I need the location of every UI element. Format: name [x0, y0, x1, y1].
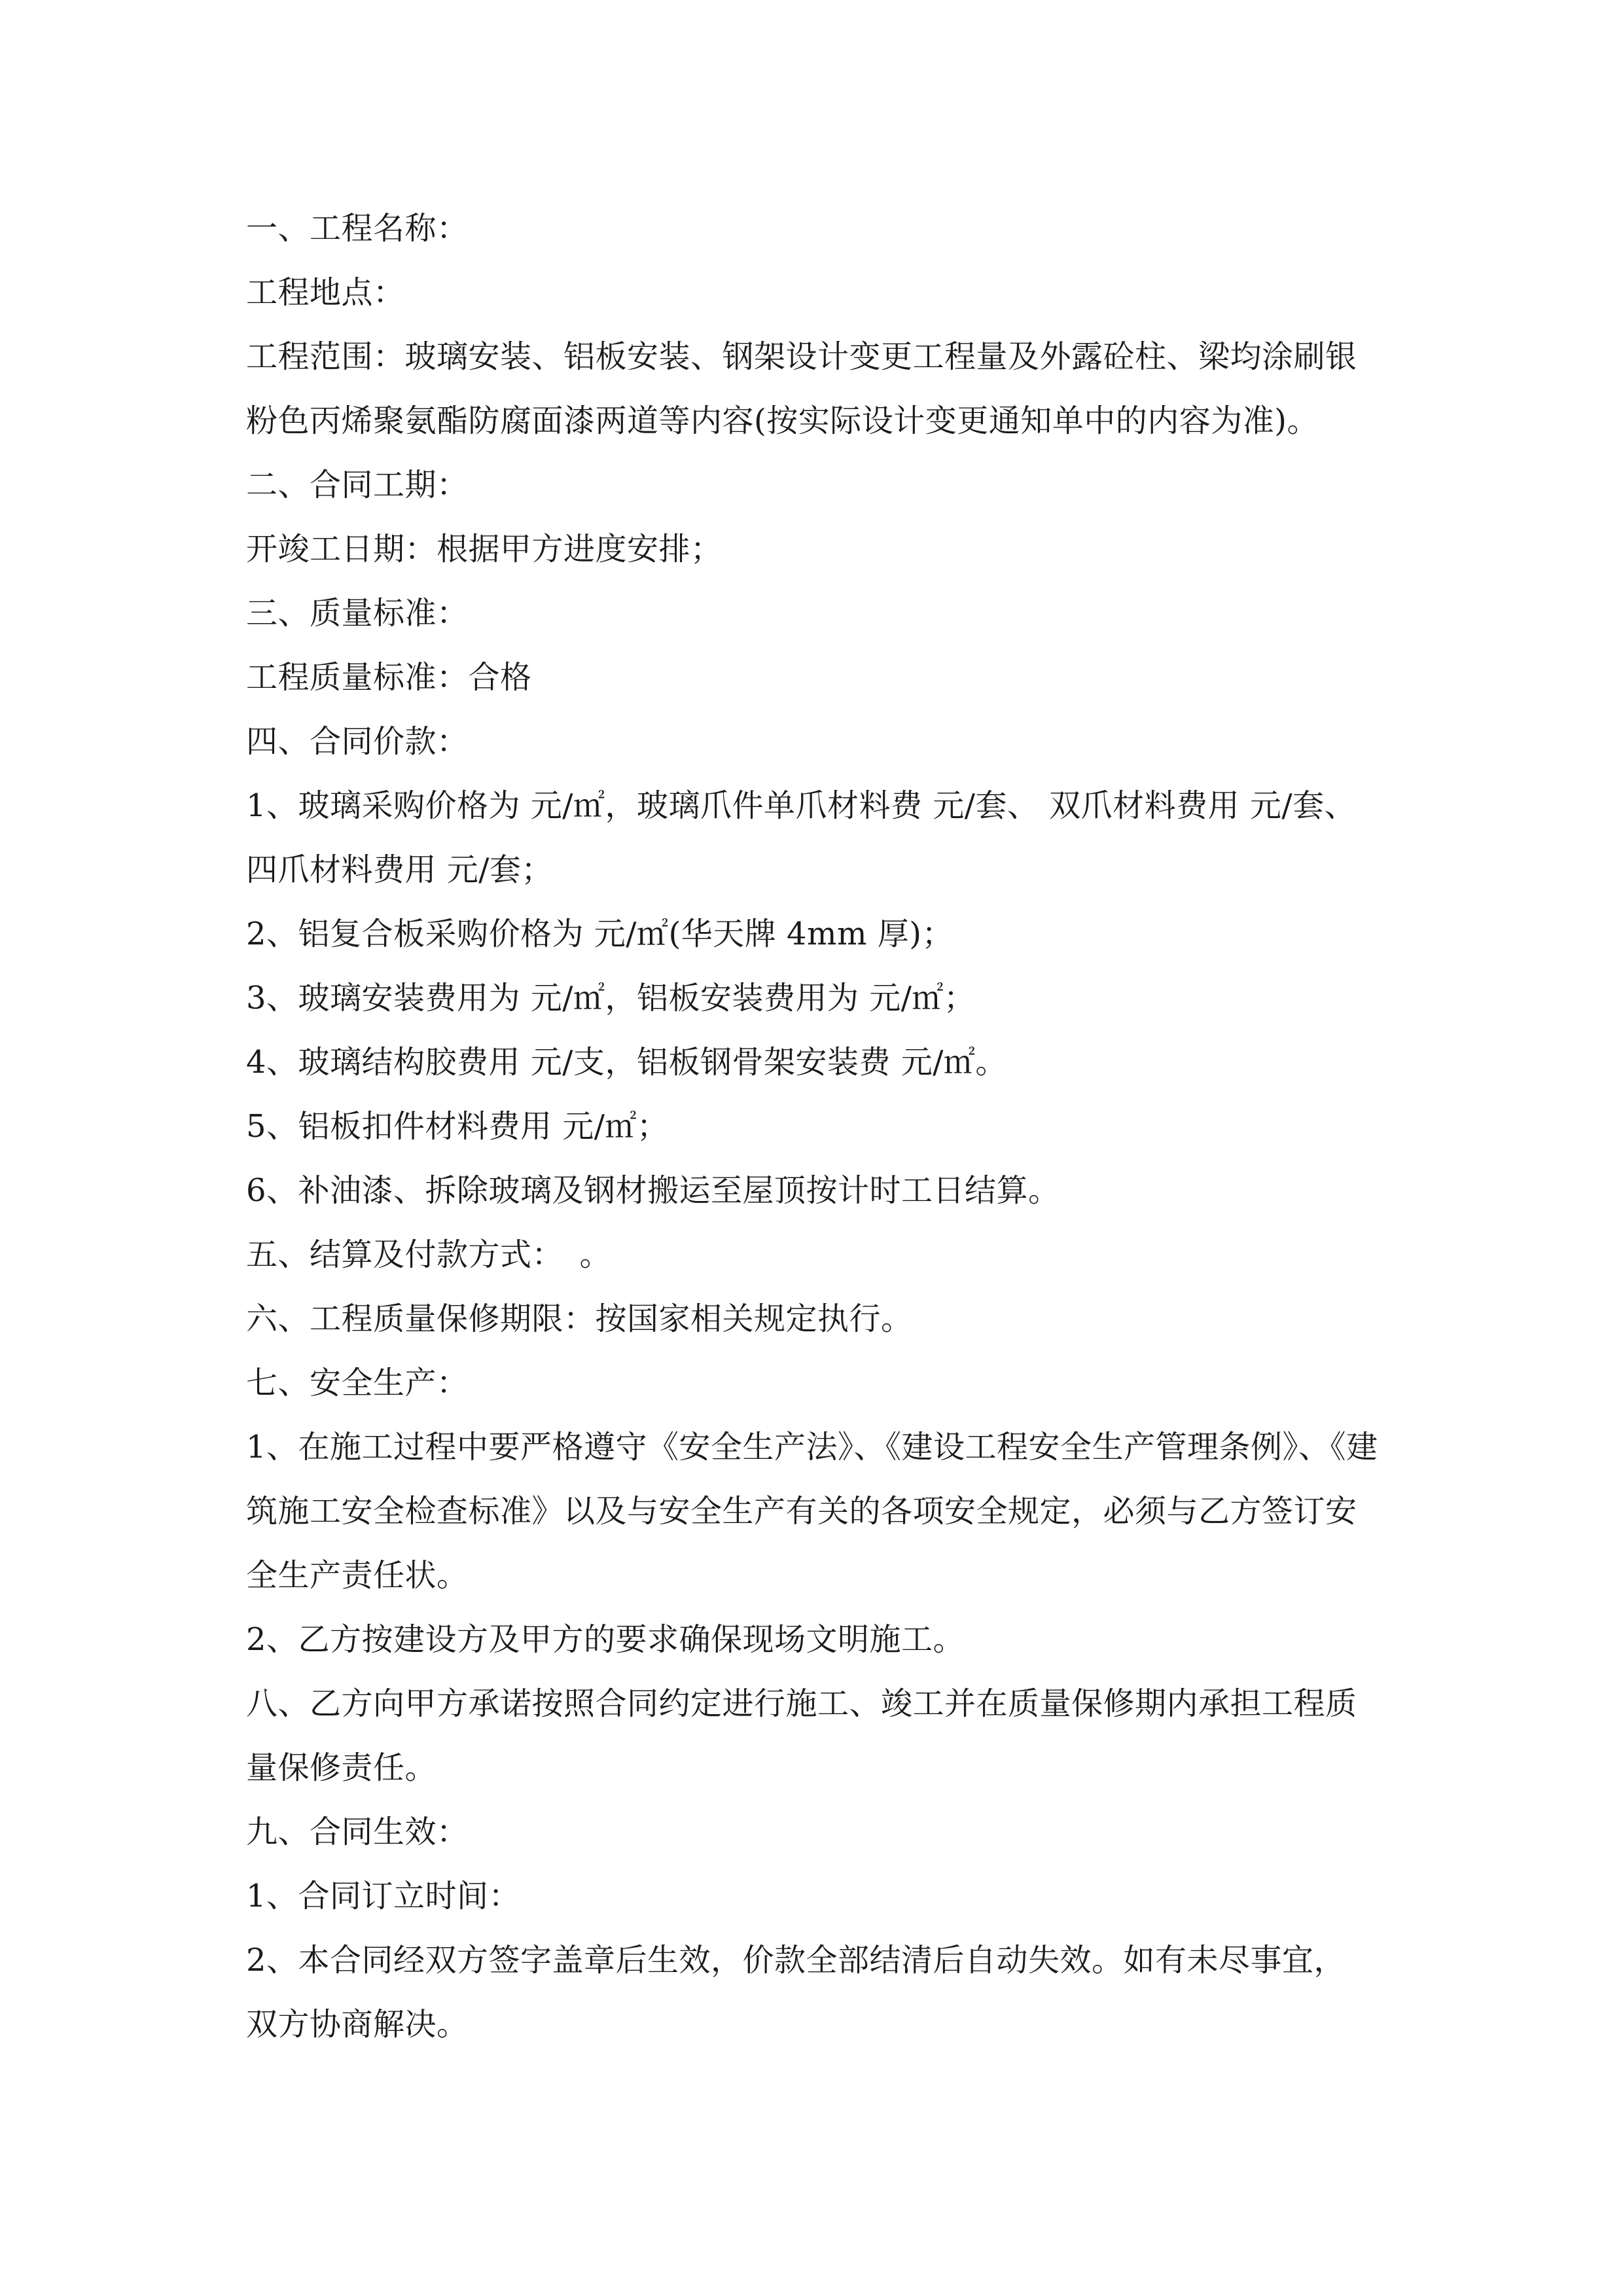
price-item-1-line-2: 四爪材料费用 元/套； [246, 852, 553, 888]
start-completion-date: 开竣工日期：根据甲方进度安排； [246, 531, 722, 567]
price-item-2: 2、铝复合板采购价格为 元/㎡(华天牌 4mm 厚)； [246, 916, 954, 952]
project-scope-line-2: 粉色丙烯聚氨酯防腐面漆两道等内容(按实际设计变更通知单中的内容为准)。 [246, 403, 1319, 439]
price-item-4: 4、玻璃结构胶费用 元/支，铝板钢骨架安装费 元/㎡。 [246, 1044, 1007, 1081]
section-heading-safety: 七、安全生产： [246, 1365, 469, 1401]
project-scope-line-1: 工程范围：玻璃安装、铝板安装、钢架设计变更工程量及外露砼柱、梁均涂刷银 [246, 338, 1357, 375]
section-heading-contract-period: 二、合同工期： [246, 467, 469, 503]
effectiveness-item-2-line-2: 双方协商解决。 [246, 2006, 469, 2043]
price-item-3: 3、玻璃安装费用为 元/㎡，铝板安装费用为 元/㎡； [246, 980, 976, 1016]
section-heading-contract-price: 四、合同价款： [246, 723, 469, 760]
section-heading-warranty: 六、工程质量保修期限：按国家相关规定执行。 [246, 1300, 913, 1337]
safety-item-1-line-3: 全生产责任状。 [246, 1557, 469, 1594]
section-heading-effectiveness: 九、合同生效： [246, 1814, 469, 1850]
price-item-6: 6、补油漆、拆除玻璃及钢材搬运至屋顶按计时工日结算。 [246, 1172, 1060, 1209]
section-heading-project-name: 一、工程名称： [246, 210, 469, 247]
safety-item-2: 2、乙方按建设方及甲方的要求确保现场文明施工。 [246, 1621, 965, 1658]
document-body [246, 196, 1378, 2056]
project-location: 工程地点： [246, 274, 405, 311]
price-item-5: 5、铝板扣件材料费用 元/㎡； [246, 1108, 669, 1145]
section-heading-settlement: 五、结算及付款方式： 。 [246, 1236, 612, 1273]
safety-item-1-line-1: 1、在施工过程中要严格遵守《安全生产法》、《建设工程安全生产管理条例》、《建 [246, 1429, 1378, 1465]
section-heading-quality-standard: 三、质量标准： [246, 595, 469, 632]
effectiveness-item-2-line-1: 2、本合同经双方签字盖章后生效，价款全部结清后自动失效。如有未尽事宜， [246, 1942, 1346, 1979]
section-heading-commitment-line-2: 量保修责任。 [246, 1749, 437, 1786]
price-item-1-line-1: 1、玻璃采购价格为 元/㎡，玻璃爪件单爪材料费 元/套、 双爪材料费用 元/套、 [246, 787, 1357, 824]
effectiveness-item-1: 1、合同订立时间： [246, 1878, 521, 1914]
quality-standard-value: 工程质量标准：合格 [246, 659, 532, 696]
section-heading-commitment-line-1: 八、乙方向甲方承诺按照合同约定进行施工、竣工并在质量保修期内承担工程质 [246, 1685, 1357, 1722]
safety-item-1-line-2: 筑施工安全检查标准》以及与安全生产有关的各项安全规定，必须与乙方签订安 [246, 1493, 1357, 1530]
